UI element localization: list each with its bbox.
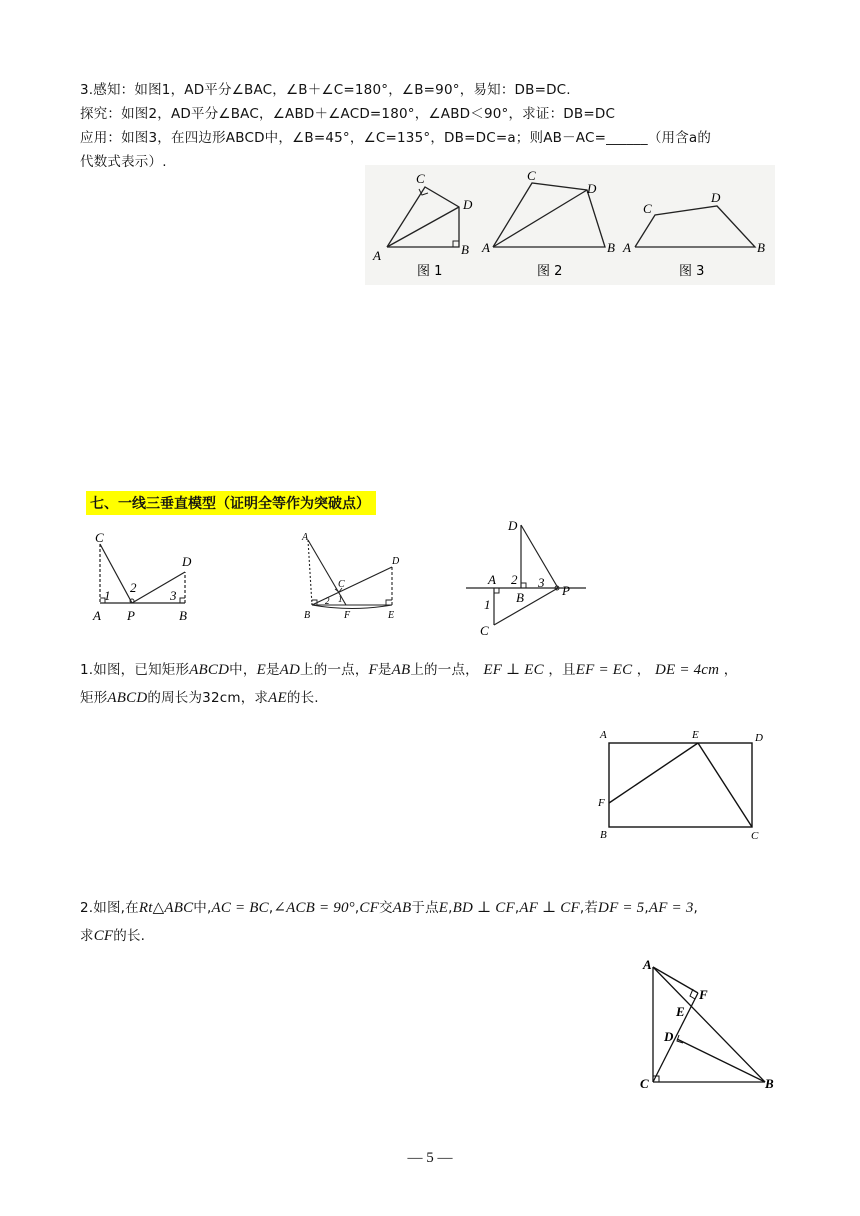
problem2-label-c: C xyxy=(640,1076,649,1091)
fig1-label-c: C xyxy=(416,171,425,186)
problem2-line1: 2.如图,在Rt△ABC中,AC = BC,∠ACB = 90°,CF交AB于点E,BD ⊥ CF,AF ⊥ CF,若DF = 5,AF = 3, xyxy=(80,900,699,916)
fig2-label-a: A xyxy=(482,240,490,255)
problem3-line1: 3.感知：如图1，AD平分∠BAC，∠B＋∠C=180°，∠B=90°，易知：DB=DC. xyxy=(80,82,571,98)
problem3-figures xyxy=(365,165,775,285)
fig1-caption: 图 1 xyxy=(417,264,443,279)
problem1-label-c: C xyxy=(751,830,759,842)
fig1-label-a: A xyxy=(373,248,381,263)
model-b-figure xyxy=(298,532,408,624)
model-a-label-c: C xyxy=(95,530,104,545)
model-c-label-c: C xyxy=(480,623,489,638)
problem1-label-d: D xyxy=(755,732,763,744)
model-b-label-d: D xyxy=(392,556,400,567)
problem1-figure xyxy=(595,727,775,845)
problem1-line2: 矩形ABCD的周长为32cm，求AE的长. xyxy=(80,690,319,706)
model-a-angle-2: 2 xyxy=(130,580,137,595)
fig2-label-d: D xyxy=(587,181,597,196)
section7-heading: 七、一线三垂直模型（证明全等作为突破点） xyxy=(86,491,376,515)
problem2-line2: 求CF的长. xyxy=(80,928,146,944)
problem2-label-b: B xyxy=(765,1076,774,1091)
model-b-angle-1: 1 xyxy=(338,594,343,604)
model-a-figure xyxy=(90,530,200,625)
problem2-label-d: D xyxy=(664,1029,674,1044)
problem3-line3: 应用：如图3，在四边形ABCD中，∠B=45°，∠C=135°，DB=DC=a；则AB－AC=______（用含a的 xyxy=(80,130,712,146)
model-c-angle-3: 3 xyxy=(538,575,545,590)
model-c-figure xyxy=(466,517,586,642)
page-number: — 5 — xyxy=(407,1150,453,1166)
model-a-label-a: A xyxy=(93,608,101,623)
model-a-label-d: D xyxy=(182,554,192,569)
model-b-label-c: C xyxy=(338,579,345,590)
model-c-label-b: B xyxy=(516,590,524,605)
model-a-angle-1: 1 xyxy=(104,588,111,603)
fig1-label-b: B xyxy=(461,242,469,257)
fig3-caption: 图 3 xyxy=(679,264,705,279)
fig2-caption: 图 2 xyxy=(537,264,563,279)
problem3-line2: 探究：如图2，AD平分∠BAC，∠ABD＋∠ACD=180°，∠ABD＜90°，求证：DB=DC xyxy=(80,106,616,122)
model-c-angle-1: 1 xyxy=(484,597,491,612)
model-b-label-a: A xyxy=(302,532,309,543)
model-c-angle-2: 2 xyxy=(511,572,518,587)
fig3-label-b: B xyxy=(757,240,765,255)
problem2-label-f: F xyxy=(699,987,708,1002)
problem2-figure xyxy=(635,955,785,1095)
fig3-label-a: A xyxy=(623,240,631,255)
problem1-label-a: A xyxy=(600,729,607,741)
model-b-label-b: B xyxy=(304,610,311,621)
model-c-label-p: P xyxy=(562,583,570,598)
model-b-angle-2: 2 xyxy=(325,596,330,606)
model-c-label-a: A xyxy=(488,572,496,587)
problem1-label-f: F xyxy=(598,797,605,809)
fig3-label-c: C xyxy=(643,201,652,216)
fig1-label-d: D xyxy=(463,197,473,212)
fig2-label-b: B xyxy=(607,240,615,255)
problem2-label-e: E xyxy=(676,1004,685,1019)
problem1-label-e: E xyxy=(692,729,699,741)
problem3-line4: 代数式表示）. xyxy=(80,154,167,170)
problem2-label-a: A xyxy=(643,957,652,972)
model-c-label-d: D xyxy=(508,518,518,533)
fig2-label-c: C xyxy=(527,168,536,183)
fig3-label-d: D xyxy=(711,190,721,205)
model-a-label-p: P xyxy=(127,608,135,623)
model-b-label-e: E xyxy=(388,610,395,621)
problem1-label-b: B xyxy=(600,829,607,841)
model-b-label-f: F xyxy=(344,610,351,621)
model-a-angle-3: 3 xyxy=(170,588,177,603)
model-a-label-b: B xyxy=(179,608,187,623)
problem1-line1: 1.如图，已知矩形ABCD中，E是AD上的一点，F是AB上的一点， EF ⊥ EC ，且EF = EC ， DE = 4cm ， xyxy=(80,662,738,678)
